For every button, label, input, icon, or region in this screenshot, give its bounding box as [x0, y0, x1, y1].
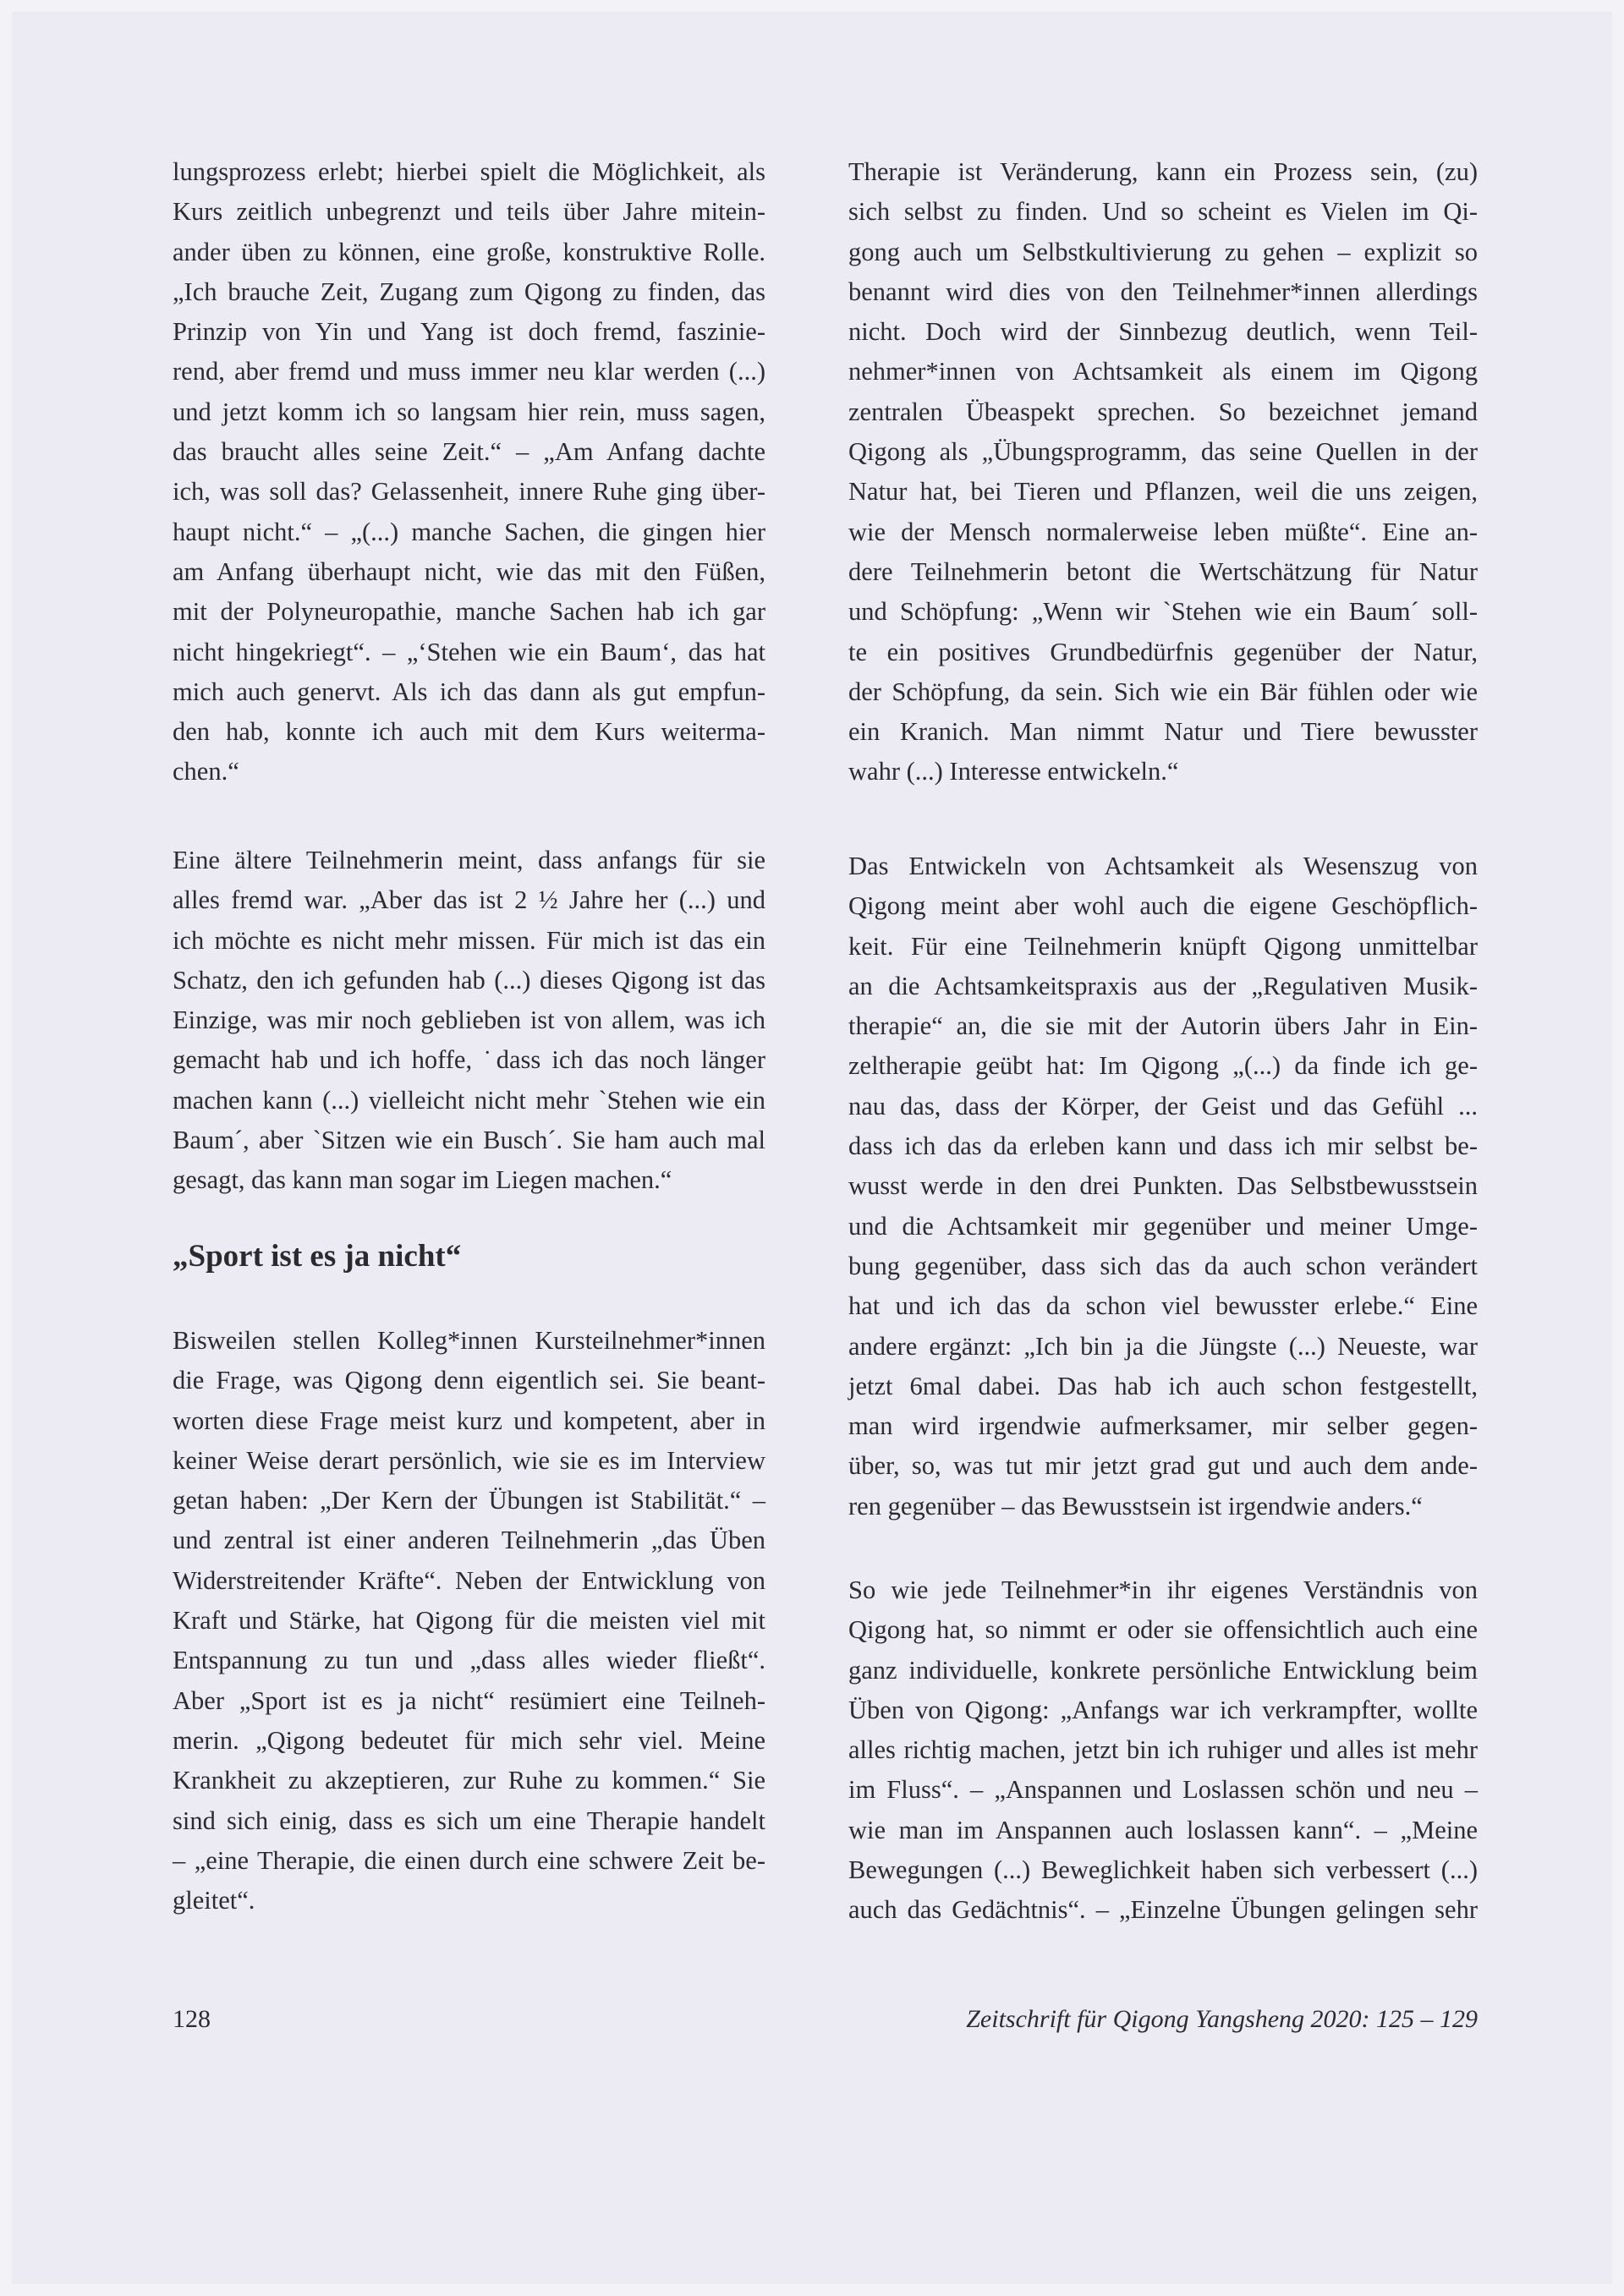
journal-reference: Zeitschrift für Qigong Yangsheng 2020: 125 – 129 [966, 2005, 1478, 2033]
text-line: Kraft und Stärke, hat Qigong für die meisten viel mit [173, 1606, 765, 1636]
section-heading: „Sport ist es ja nicht“ [173, 1239, 462, 1274]
paragraph [848, 847, 1478, 1526]
text-line: therapie“ an, die sie mit der Autorin übers Jahr in Ein- [848, 1011, 1478, 1041]
text-line: ich, was soll das? Gelassenheit, innere Ruhe ging über- [173, 477, 765, 507]
text-line: merin. „Qigong bedeutet für mich sehr viel. Meine [173, 1725, 765, 1755]
text-line: bung gegenüber, dass sich das da auch schon verändert [848, 1251, 1478, 1280]
text-line: So wie jede Teilnehmer*in ihr eigenes Verständnis von [848, 1575, 1478, 1604]
text-line: zeltherapie geübt hat: Im Qigong „(...) da finde ich ge- [848, 1051, 1478, 1081]
text-line: te ein positives Grundbedürfnis gegenüber der Natur, [848, 637, 1478, 666]
text-line: Entspannung zu tun und „dass alles wieder fließt“. [173, 1646, 765, 1675]
text-line: alles richtig machen, jetzt bin ich ruhiger und alles ist mehr [848, 1735, 1478, 1765]
text-line: keit. Für eine Teilnehmerin knüpft Qigong unmittelbar [848, 931, 1478, 961]
text-line: dere Teilnehmerin betont die Wertschätzung für Natur [848, 556, 1478, 586]
text-line: Natur hat, bei Tieren und Pflanzen, weil die uns zeigen, [848, 477, 1478, 507]
text-line: chen.“ [173, 757, 239, 786]
paragraph [848, 1570, 1478, 1931]
text-line: wie man im Anspannen auch loslassen kann“. – „Meine [848, 1815, 1478, 1844]
text-line: sind sich einig, dass es sich um eine Therapie handelt [173, 1806, 765, 1835]
text-line: wahr (...) Interesse entwickeln.“ [848, 757, 1179, 786]
text-line: Baum´, aber `Sitzen wie ein Busch´. Sie ham auch mal [173, 1126, 765, 1155]
text-line: und Schöpfung: „Wenn wir `Stehen wie ein Baum´ soll- [848, 597, 1478, 627]
text-line: alles fremd war. „Aber das ist 2 ½ Jahre her (...) und [173, 885, 765, 915]
text-line: ich möchte es nicht mehr missen. Für mich ist das ein [173, 925, 765, 955]
text-line: nicht. Doch wird der Sinnbezug deutlich, wenn Teil- [848, 317, 1478, 347]
text-line: gemacht hab und ich hoffe, ˙dass ich das noch länger [173, 1045, 765, 1075]
text-line: wie der Mensch normalerweise leben müßte“. Eine an- [848, 517, 1478, 546]
text-line: im Fluss“. – „Anspannen und Loslassen schön und neu – [848, 1775, 1478, 1805]
text-line: mich auch genervt. Als ich das dann als gut empfun- [173, 677, 765, 706]
text-line: machen kann (...) vielleicht nicht mehr `Stehen wie ein [173, 1085, 765, 1115]
text-line: über, so, was tut mir jetzt grad gut und auch dem ande- [848, 1451, 1478, 1481]
text-line: das braucht alles seine Zeit.“ – „Am Anfang dachte [173, 437, 765, 467]
text-line: Qigong hat, so nimmt er oder sie offensichtlich auch eine [848, 1615, 1478, 1645]
text-line: die Frage, was Qigong denn eigentlich sei. Sie beant- [173, 1366, 765, 1395]
text-line: ander üben zu können, eine große, konstruktive Rolle. [173, 237, 765, 266]
text-line: gong auch um Selbstkultivierung zu gehen – explizit so [848, 237, 1478, 266]
text-line: andere ergänzt: „Ich bin ja die Jüngste (...) Neueste, war [848, 1331, 1478, 1361]
text-line: gesagt, das kann man sogar im Liegen machen.“ [173, 1165, 672, 1195]
page-number: 128 [173, 2005, 211, 2033]
paragraph [173, 841, 765, 1201]
text-line: man wird irgendwie aufmerksamer, mir selber gegen- [848, 1411, 1478, 1441]
text-line: ganz individuelle, konkrete persönliche Entwicklung beim [848, 1655, 1478, 1685]
text-line: nau das, dass der Körper, der Geist und das Gefühl ... [848, 1091, 1478, 1121]
text-line: Qigong als „Übungsprogramm, das seine Quellen in der [848, 437, 1478, 467]
text-line: Kurs zeitlich unbegrenzt und teils über Jahre mitein- [173, 197, 765, 227]
text-line: und zentral ist einer anderen Teilnehmerin „das Üben [173, 1526, 765, 1555]
text-line: Aber „Sport ist es ja nicht“ resümiert eine Teilneh- [173, 1685, 765, 1715]
text-line: Bisweilen stellen Kolleg*innen Kursteilnehmer*innen [173, 1326, 765, 1355]
paragraph [848, 152, 1478, 792]
text-line: rend, aber fremd und muss immer neu klar werden (...) [173, 357, 765, 386]
text-line: Bewegungen (...) Beweglichkeit haben sich verbessert (...) [848, 1855, 1478, 1885]
text-line: Krankheit zu akzeptieren, zur Ruhe zu kommen.“ Sie [173, 1766, 765, 1795]
text-line: lungsprozess erlebt; hierbei spielt die Möglichkeit, als [173, 157, 765, 186]
text-line: sich selbst zu finden. Und so scheint es Vielen im Qi- [848, 197, 1478, 227]
paragraph [173, 152, 765, 792]
text-line: ren gegenüber – das Bewusstsein ist irgendwie anders.“ [848, 1491, 1423, 1521]
text-line: worten diese Frage meist kurz und kompetent, aber in [173, 1406, 765, 1435]
text-line: Einzige, was mir noch geblieben ist von allem, was ich [173, 1006, 765, 1035]
text-line: am Anfang überhaupt nicht, wie das mit den Füßen, [173, 556, 765, 586]
text-line: „Ich brauche Zeit, Zugang zum Qigong zu finden, das [173, 277, 765, 306]
text-line: der Schöpfung, da sein. Sich wie ein Bär fühlen oder wie [848, 677, 1478, 706]
text-line: an die Achtsamkeitspraxis aus der „Regulativen Musik- [848, 971, 1478, 1000]
text-line: und die Achtsamkeit mir gegenüber und meiner Umge- [848, 1211, 1478, 1241]
text-line: Widerstreitender Kräfte“. Neben der Entwicklung von [173, 1565, 765, 1595]
text-line: mit der Polyneuropathie, manche Sachen hab ich gar [173, 597, 765, 627]
text-line: benannt wird dies von den Teilnehmer*innen allerdings [848, 277, 1478, 306]
text-line: haupt nicht.“ – „(...) manche Sachen, die gingen hier [173, 517, 765, 546]
text-line: Das Entwickeln von Achtsamkeit als Wesenszug von [848, 852, 1478, 880]
text-line: Qigong meint aber wohl auch die eigene Geschöpflich- [848, 891, 1478, 921]
text-line: nehmer*innen von Achtsamkeit als einem im Qigong [848, 357, 1478, 386]
right-column [848, 0, 1478, 1945]
text-line: wusst werde in den drei Punkten. Das Selbstbewusstsein [848, 1171, 1478, 1201]
text-line: jetzt 6mal dabei. Das hab ich auch schon festgestellt, [848, 1371, 1478, 1400]
text-line: auch das Gedächtnis“. – „Einzelne Übungen gelingen sehr [848, 1895, 1478, 1925]
text-line: Eine ältere Teilnehmerin meint, dass anfangs für sie [173, 846, 765, 874]
text-line: – „eine Therapie, die einen durch eine schwere Zeit be- [173, 1845, 765, 1875]
paragraph [173, 1321, 765, 1921]
text-line: zentralen Übeaspekt sprechen. So bezeichnet jemand [848, 397, 1478, 426]
text-line: getan haben: „Der Kern der Übungen ist Stabilität.“ – [173, 1486, 765, 1515]
text-line: keiner Weise derart persönlich, wie sie es im Interview [173, 1445, 765, 1475]
text-line: hat und ich das da schon viel bewusster erlebe.“ Eine [848, 1291, 1478, 1321]
text-line: dass ich das da erleben kann und dass ich mir selbst be- [848, 1132, 1478, 1161]
text-line: Schatz, den ich gefunden hab (...) dieses Qigong ist das [173, 965, 765, 995]
text-line: gleitet“. [173, 1886, 255, 1915]
text-line: ein Kranich. Man nimmt Natur und Tiere bewusster [848, 717, 1478, 747]
text-line: den hab, konnte ich auch mit dem Kurs weiterma- [173, 717, 765, 747]
text-line: und jetzt komm ich so langsam hier rein, muss sagen, [173, 397, 765, 426]
text-line: nicht hingekriegt“. – „‘Stehen wie ein Baum‘, das hat [173, 637, 765, 666]
left-column [173, 0, 765, 1945]
text-line: Therapie ist Veränderung, kann ein Prozess sein, (zu) [848, 157, 1478, 186]
text-line: Üben von Qigong: „Anfangs war ich verkrampfter, wollte [848, 1695, 1478, 1724]
text-line: Prinzip von Yin und Yang ist doch fremd, faszinie- [173, 317, 765, 347]
